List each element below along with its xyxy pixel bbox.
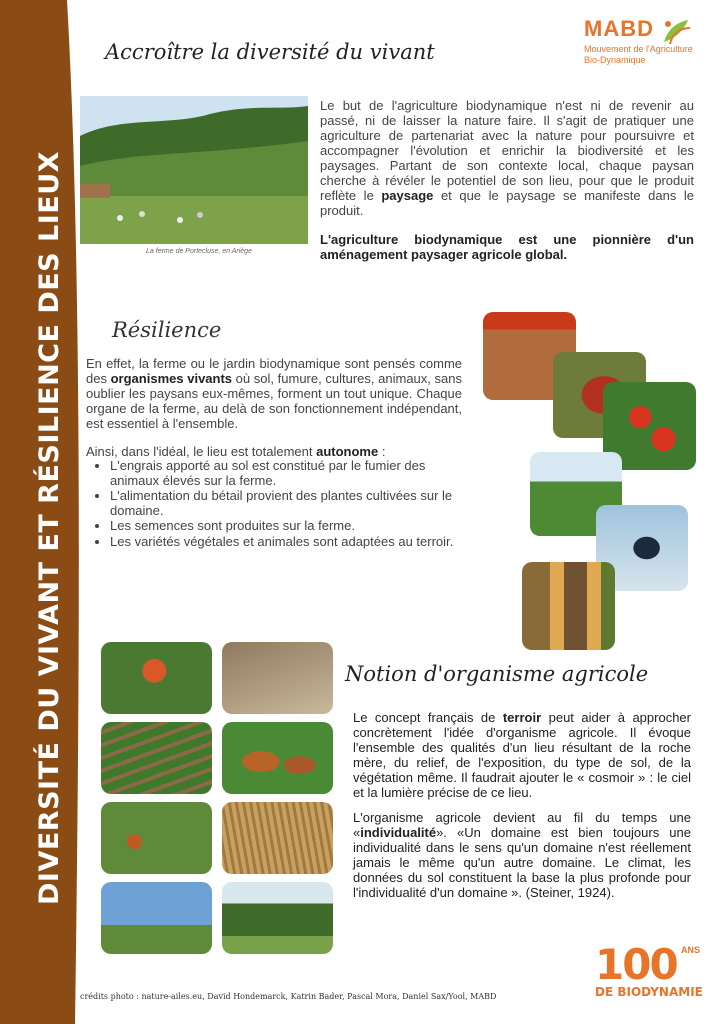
list-item: • L'engrais apporté au sol est constitué par le fumier des animaux élevés sur la ferme. bbox=[110, 459, 476, 488]
badge-text: DE BIODYNAMIE bbox=[595, 985, 703, 999]
photo-credits: crédits photo : nature-ailes.eu, David Hondemarck, Katrin Bader, Pascal Mora, Daniel Sax/Yool, MABD bbox=[80, 992, 497, 1001]
landscape-photo bbox=[80, 96, 308, 244]
photo-bird-branch bbox=[101, 802, 212, 874]
badge-ans: ANS bbox=[681, 945, 701, 955]
resilience-paragraph-1: En effet, la ferme ou le jardin biodynamique sont pensés comme des organismes vivants où sol, fumure, cultures, animaux, sans oublier les paysans eux-mêmes, forment un tout unique. Chaque organe de la ferme, au delà de son fonctionnement indépendant, est essentiel à l'ensemble. bbox=[86, 356, 462, 431]
resilience-paragraph-2: Ainsi, dans l'idéal, le lieu est totalement autonome : bbox=[86, 444, 386, 459]
list-item: • Les semences sont produites sur la ferme. bbox=[110, 519, 476, 534]
leaf-icon bbox=[660, 16, 692, 46]
photo-hens bbox=[222, 722, 333, 794]
autonomy-list bbox=[96, 459, 476, 550]
section-title-diversite: Accroître la diversité du vivant bbox=[105, 40, 435, 64]
photo-beehives bbox=[522, 562, 615, 650]
list-item: • Les variétés végétales et animales sont adaptées au terroir. bbox=[110, 535, 476, 550]
photo-sky-landscape bbox=[101, 882, 212, 954]
centenary-badge bbox=[595, 940, 710, 999]
organisme-paragraph-2: L'organisme agricole devient au fil du temps une «individualité». «Un domaine est bien toujours une individualité dans le sens qu'un domaine n'est réellement jamais le même qu'un autre domaine. Le climat, les données du sol constituent la base la plus profonde pour l'individualité d'un domaine ». (Steiner, 1924). bbox=[353, 810, 691, 900]
intro-highlight: L'agriculture biodynamique est une pionnière d'un aménagement paysager agricole global. bbox=[320, 232, 694, 262]
photo-wheat bbox=[222, 802, 333, 874]
photo-trees bbox=[222, 882, 333, 954]
section-title-resilience: Résilience bbox=[112, 318, 222, 342]
logo-word: MABD bbox=[584, 16, 654, 41]
section-title-organisme: Notion d'organisme agricole bbox=[345, 662, 649, 686]
photo-cow bbox=[222, 642, 333, 714]
list-item: • L'alimentation du bétail provient des plantes cultivées sur le domaine. bbox=[110, 489, 476, 518]
photo-caption: La ferme de Portecluse, en Ariège bbox=[146, 248, 252, 255]
badge-number: 100 bbox=[595, 940, 677, 989]
photo-crop-rows bbox=[101, 722, 212, 794]
photo-apple bbox=[101, 642, 212, 714]
logo-subtitle: Mouvement de l'Agriculture Bio-Dynamique bbox=[584, 44, 693, 65]
intro-paragraph: Le but de l'agriculture biodynamique n'est ni de revenir au passé, ni de laisser la nature faire. Il s'agit de pratiquer une agriculture de partenariat avec la nature pour poursuivre et accompagner l'évolution et enrichir la biodiversité et les paysages. Partant de son contexte local, chaque paysan cherche à révéler le potentiel de son lieu, pour que le produit reflète le paysage et que le paysage se manifeste dans le produit. bbox=[320, 98, 694, 218]
vertical-title: DIVERSITÉ DU VIVANT ET RÉSILIENCE DES LIEUX bbox=[34, 151, 65, 905]
organisme-paragraph-1: Le concept français de terroir peut aider à approcher concrètement l'idée d'organisme agricole. Il évoque l'ensemble des qualités d'un lieu résultant de la roche mère, du relief, de l'exposition, du type de sol, de la végétation même. Il faudrait ajouter le « cosmoir » : le ciel et la lumière précise de ce lieu. bbox=[353, 710, 691, 800]
